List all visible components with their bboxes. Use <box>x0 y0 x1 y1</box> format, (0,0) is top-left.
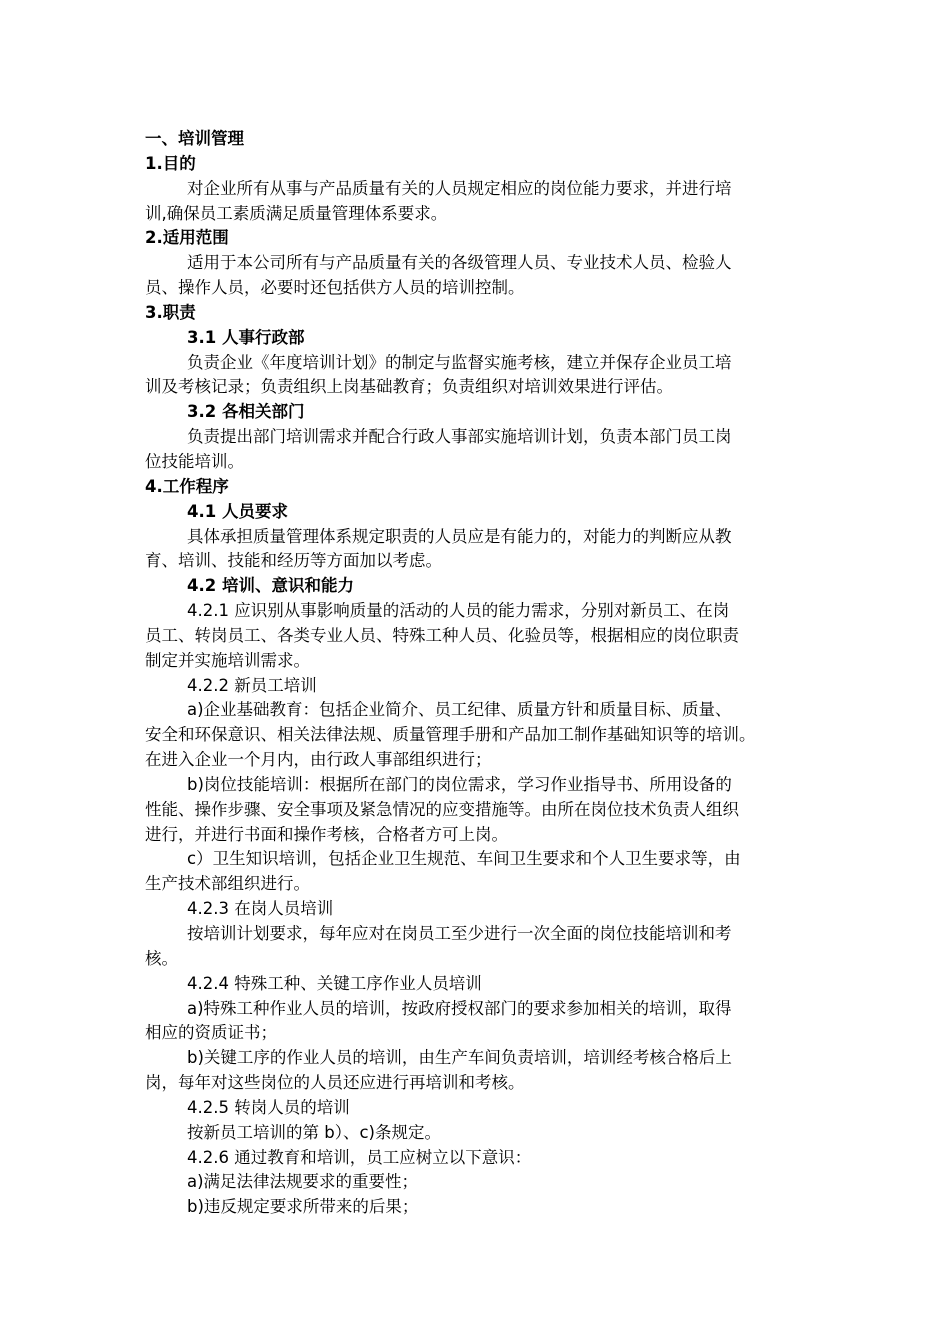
section-heading: 4.工作程序 <box>145 476 229 496</box>
paragraph-line: 生产技术部组织进行。 <box>145 874 310 894</box>
section-heading: 2.适用范围 <box>145 228 229 248</box>
section-heading: 3.2 各相关部门 <box>187 402 305 422</box>
section-heading: 4.1 人员要求 <box>187 501 288 521</box>
paragraph-line: 负责提出部门培训需求并配合行政人事部实施培训计划，负责本部门员工岗 <box>187 427 732 447</box>
paragraph-line: 具体承担质量管理体系规定职责的人员应是有能力的，对能力的判断应从教 <box>187 526 732 546</box>
paragraph-line: 性能、操作步骤、安全事项及紧急情况的应变措施等。由所在岗位技术负责人组织 <box>145 799 739 819</box>
paragraph-line: 4.2.2 新员工培训 <box>187 675 317 695</box>
paragraph-line: 进行，并进行书面和操作考核，合格者方可上岗。 <box>145 824 508 844</box>
section-heading: 3.1 人事行政部 <box>187 327 305 347</box>
paragraph-line: a)企业基础教育：包括企业简介、员工纪律、质量方针和质量目标、质量、 <box>187 700 732 720</box>
section-heading: 1.目的 <box>145 153 196 173</box>
paragraph-line: 训,确保员工素质满足质量管理体系要求。 <box>145 203 448 223</box>
paragraph-line: a)特殊工种作业人员的培训，按政府授权部门的要求参加相关的培训，取得 <box>187 998 732 1018</box>
paragraph-line: b)关键工序的作业人员的培训，由生产车间负责培训，培训经考核合格后上 <box>187 1048 732 1068</box>
paragraph-line: 4.2.5 转岗人员的培训 <box>187 1097 350 1117</box>
paragraph-line: 相应的资质证书； <box>145 1023 277 1043</box>
section-heading: 3.职责 <box>145 302 196 322</box>
paragraph-line: 4.2.6 通过教育和培训，员工应树立以下意识： <box>187 1147 532 1167</box>
paragraph-line: 对企业所有从事与产品质量有关的人员规定相应的岗位能力要求，并进行培 <box>187 178 732 198</box>
paragraph-line: c）卫生知识培训，包括企业卫生规范、车间卫生要求和个人卫生要求等，由 <box>187 849 741 869</box>
paragraph-line: 员工、转岗员工、各类专业人员、特殊工种人员、化验员等，根据相应的岗位职责 <box>145 625 739 645</box>
paragraph-line: 适用于本公司所有与产品质量有关的各级管理人员、专业技术人员、检验人 <box>187 253 732 273</box>
paragraph-line: 员、操作人员，必要时还包括供方人员的培训控制。 <box>145 278 525 298</box>
paragraph-line: 4.2.3 在岗人员培训 <box>187 899 334 919</box>
paragraph-line: 岗，每年对这些岗位的人员还应进行再培训和考核。 <box>145 1073 525 1093</box>
document-body <box>145 127 825 1220</box>
paragraph-line: 训及考核记录；负责组织上岗基础教育；负责组织对培训效果进行评估。 <box>145 377 673 397</box>
paragraph-line: 安全和环保意识、相关法律法规、质量管理手册和产品加工制作基础知识等的培训。 <box>145 725 756 745</box>
section-heading: 一、培训管理 <box>145 129 244 148</box>
section-heading: 4.2 培训、意识和能力 <box>187 576 354 596</box>
paragraph-line: 负责企业《年度培训计划》的制定与监督实施考核，建立并保存企业员工培 <box>187 352 732 372</box>
paragraph-line: b)违反规定要求所带来的后果； <box>187 1197 419 1217</box>
paragraph-line: 在进入企业一个月内，由行政人事部组织进行； <box>145 750 492 770</box>
paragraph-line: a)满足法律法规要求的重要性； <box>187 1172 419 1192</box>
paragraph-line: 育、培训、技能和经历等方面加以考虑。 <box>145 551 442 571</box>
paragraph-line: 4.2.1 应识别从事影响质量的活动的人员的能力需求，分别对新员工、在岗 <box>187 601 730 621</box>
paragraph-line: 4.2.4 特殊工种、关键工序作业人员培训 <box>187 973 482 993</box>
paragraph-line: 位技能培训。 <box>145 451 244 471</box>
paragraph-line: 按新员工培训的第 b）、c)条规定。 <box>187 1122 441 1142</box>
paragraph-line: 制定并实施培训需求。 <box>145 650 310 670</box>
paragraph-line: b)岗位技能培训：根据所在部门的岗位需求，学习作业指导书、所用设备的 <box>187 774 732 794</box>
paragraph-line: 核。 <box>145 948 178 968</box>
paragraph-line: 按培训计划要求，每年应对在岗员工至少进行一次全面的岗位技能培训和考 <box>187 924 732 943</box>
